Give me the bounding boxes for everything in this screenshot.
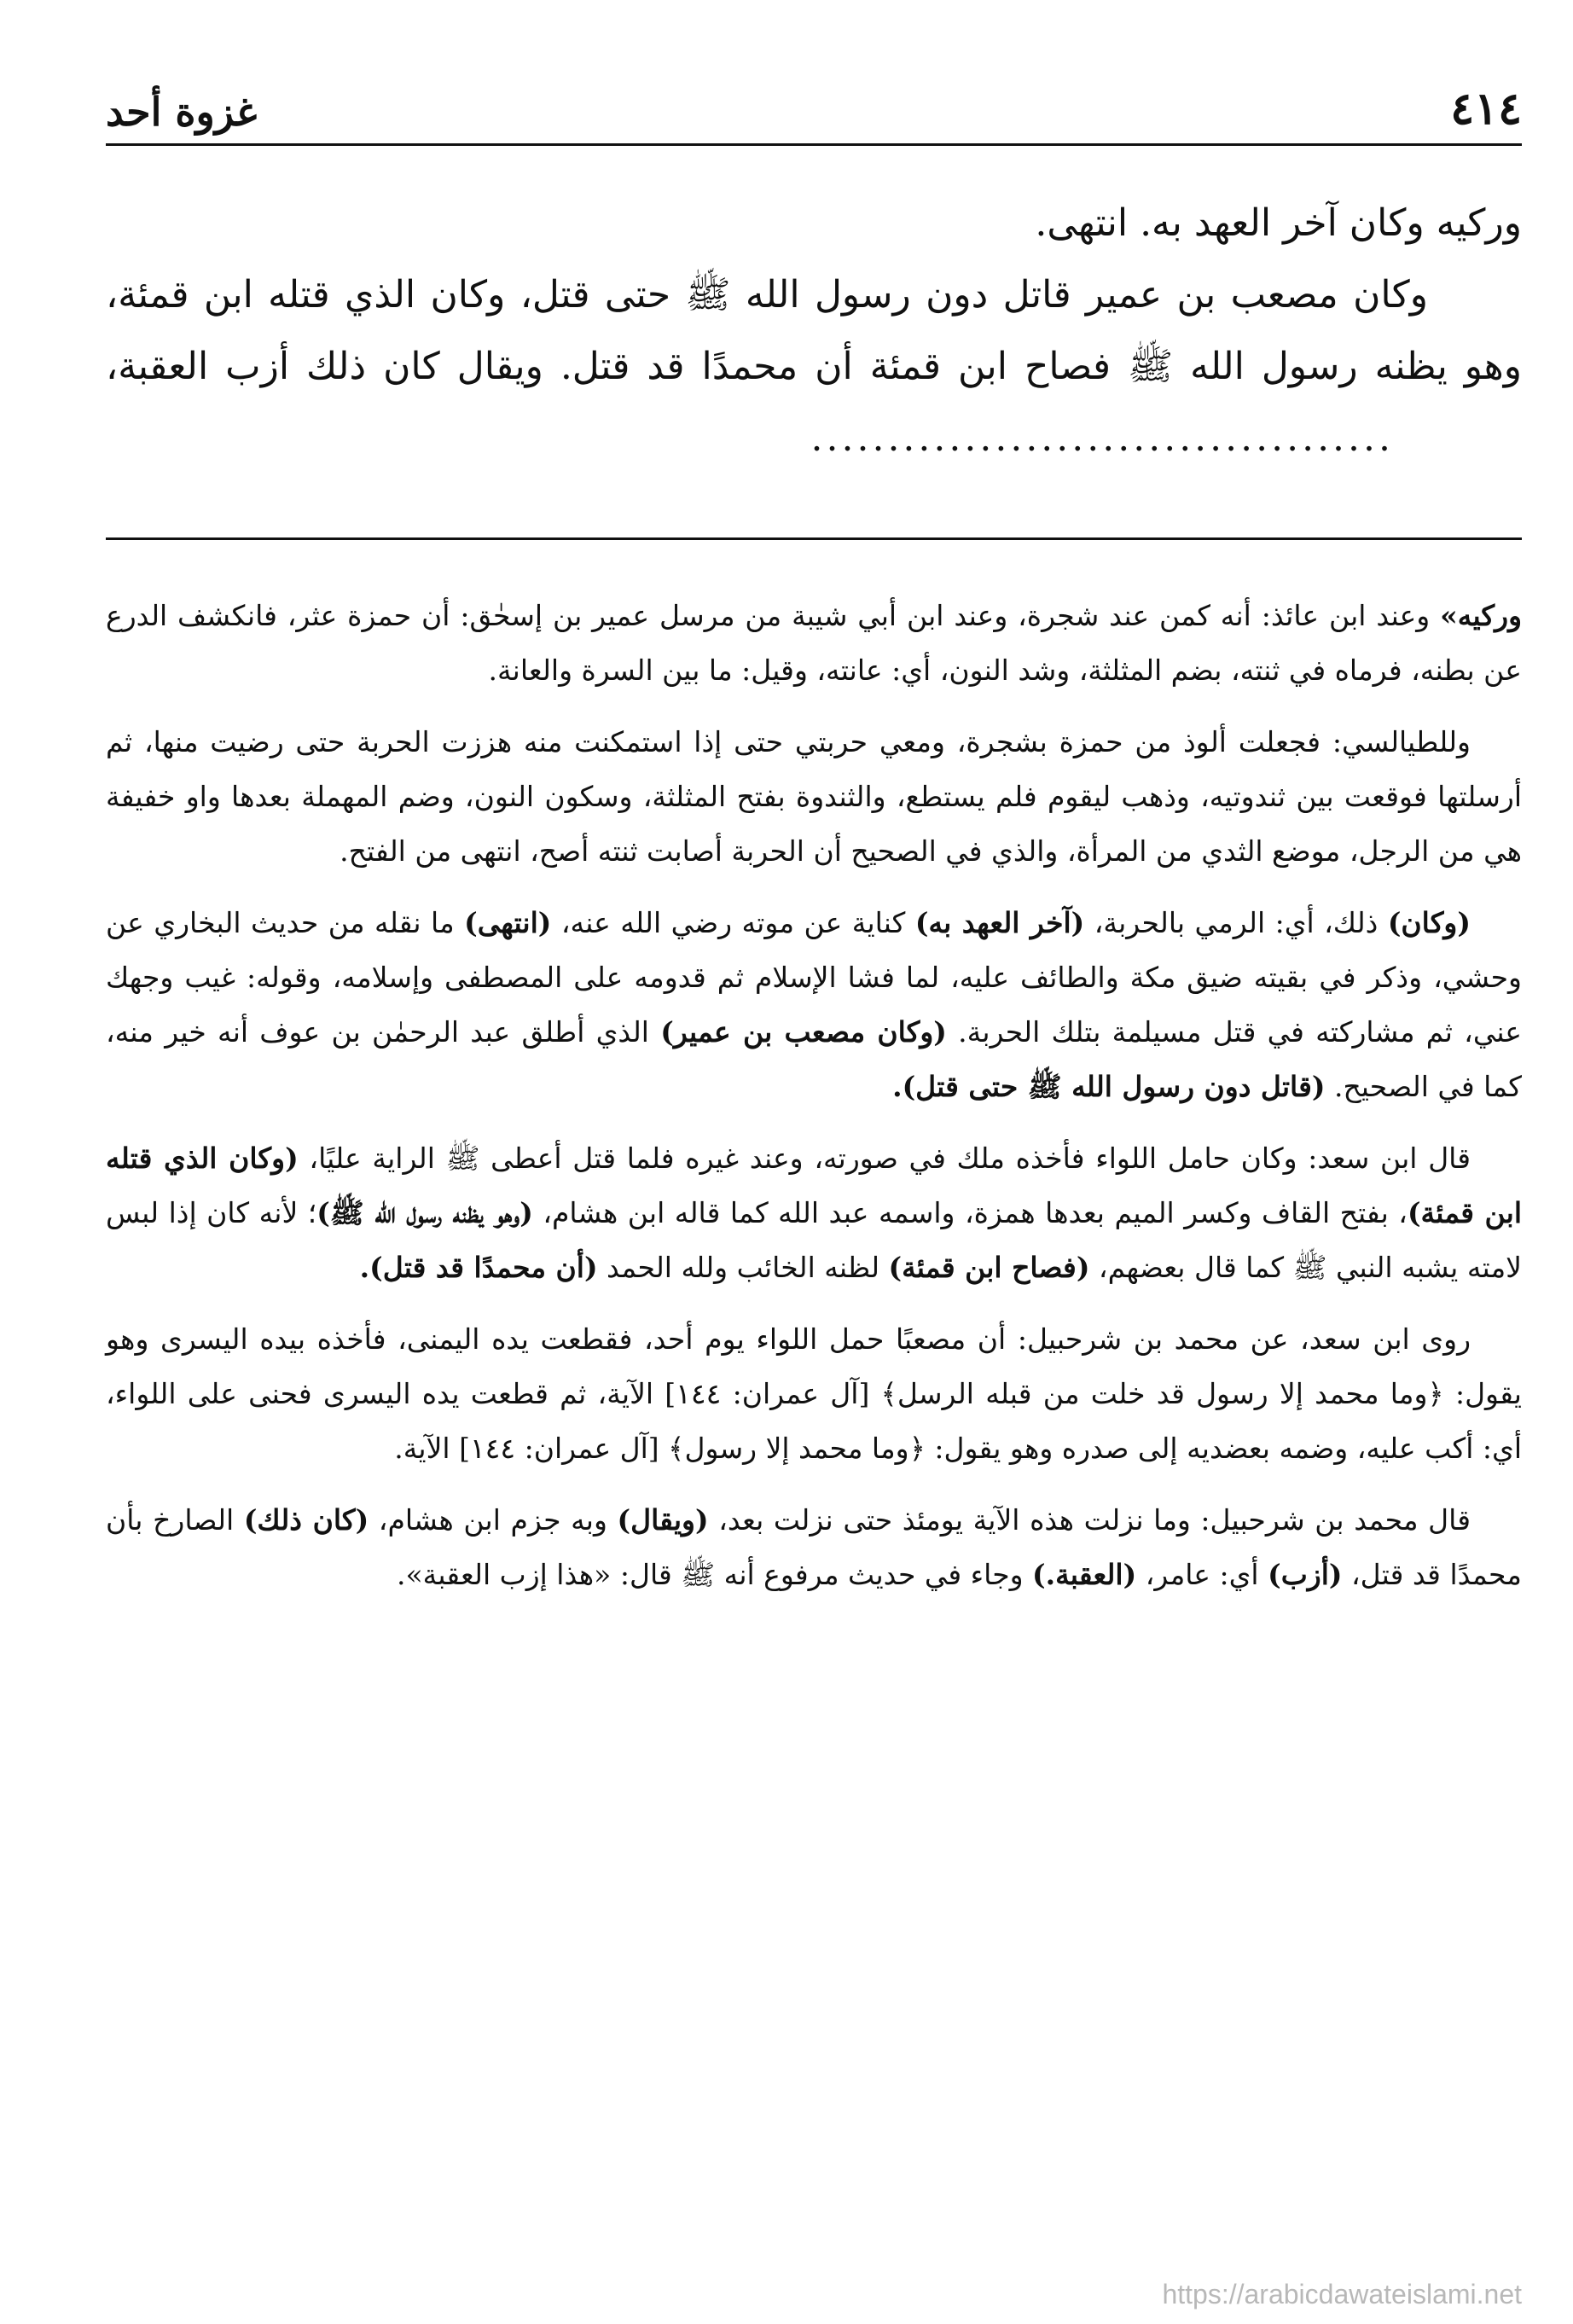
commentary-paragraph-2: وللطيالسي: فجعلت ألوذ من حمزة بشجرة، ومعي حربتي حتى إذا استمكنت منه هززت الحربة حتى رضيت منها، ثم أرسلتها فوقعت بين ثندوتيه، وذهب ليقوم فلم يستطع، والثندوة بفتح المثلثة، وسكون النون، وضم المهملة بعدها واو خفيفة هي من الرجل، موضع الثدي من المرأة، والذي في الصحيح أن الحربة أصابت ثنته أصح، انتهى من الفتح. — [106, 725, 1522, 868]
commentary-paragraph-3 — [106, 896, 1522, 1114]
commentary-paragraph-4 — [106, 1131, 1522, 1295]
commentary-paragraph-5: روى ابن سعد، عن محمد بن شرحبيل: أن مصعبًا حمل اللواء يوم أحد، فقطعت يده اليمنى، فأخذه بيده اليسرى وهو يقول: ﴿وما محمد إلا رسول قد خلت من قبله الرسل﴾ [آل عمران: ١٤٤] الآية، ثم قطعت يده اليسرى فحنى على اللواء، أي: أكب عليه، وضمه بعضديه إلى صدره وهو يقول: ﴿وما محمد إلا رسول﴾ [آل عمران: ١٤٤] الآية. — [106, 1322, 1522, 1465]
commentary-keyword: (العقبة.) — [1032, 1558, 1137, 1591]
commentary-text: الذي أطلق عبد الرحمٰن بن عوف أنه خير منه، كما في الصحيح. — [106, 1015, 1522, 1103]
source-watermark: https://arabicdawateislami.net — [1162, 2279, 1522, 2309]
commentary-keyword: (كان ذلك) — [243, 1503, 369, 1537]
commentary-keyword: (ويقال) — [617, 1503, 709, 1537]
running-title: غزوة أحد — [106, 89, 258, 135]
commentary-text: كناية عن موته رضي الله عنه، — [551, 906, 915, 939]
commentary-keyword: (انتهى) — [464, 906, 552, 939]
commentary-text: قال محمد بن شرحبيل: وما نزلت هذه الآية يومئذ حتى نزلت بعد، — [708, 1503, 1471, 1537]
commentary-keyword: (وكان) — [1387, 906, 1471, 939]
commentary — [106, 589, 1522, 1619]
commentary-text: وعند ابن عائذ: أنه كمن عند شجرة، وعند ابن أبي شيبة من مرسل عمير بن إسحٰق: أن حمزة عثر، فانكشف الدرع عن بطنه، فرماه في ثنته، بضم المثلثة، وشد النون، أي: عانته، وقيل: ما بين السرة والعانة. — [106, 599, 1522, 687]
commentary-paragraph-6 — [106, 1493, 1522, 1602]
commentary-keyword: وركيه» — [1440, 599, 1522, 632]
commentary-keyword: (أن محمدًا قد قتل). — [359, 1251, 598, 1284]
commentary-text: ؛ لأنه كان إذا لبس لامته يشبه النبي ﷺ كما قال بعضهم، — [106, 1196, 1522, 1284]
commentary-paragraph-1 — [106, 589, 1522, 698]
page-header — [106, 67, 1522, 135]
commentary-text: لظنه الخائب ولله الحمد — [597, 1251, 889, 1284]
commentary-keyword: (أزب) — [1268, 1558, 1343, 1591]
commentary-keyword: (قاتل دون رسول الله ﷺ حتى قتل). — [892, 1070, 1326, 1103]
commentary-keyword: (فصاح ابن قمئة) — [888, 1251, 1090, 1284]
main-paragraph-1: وركيه وكان آخر العهد به. انتهى. — [1035, 201, 1522, 245]
commentary-keyword: (وكان الذي قتله ابن قمئة) — [106, 1142, 1523, 1229]
commentary-text: وجاء في حديث مرفوع أنه ﷺ قال: «هذا إزب العقبة». — [396, 1558, 1033, 1591]
footnote-rule — [106, 537, 1522, 540]
commentary-text: ، بفتح القاف وكسر الميم بعدها همزة، واسمه عبد الله كما قاله ابن هشام، — [532, 1196, 1408, 1229]
commentary-text: ذلك، أي: الرمي بالحربة، — [1084, 906, 1388, 939]
commentary-keyword: (آخر العهد به) — [914, 906, 1085, 939]
commentary-text: الصارخ بأن محمدًا قد قتل، — [106, 1503, 1522, 1591]
commentary-text: قال ابن سعد: وكان حامل اللواء فأخذه ملك في صورته، وعند غيره فلما قتل أعطى ﷺ الراية عليًا، — [298, 1142, 1471, 1175]
page-number: ٤١٤ — [1450, 83, 1522, 135]
main-paragraph-2-text: وكان مصعب بن عمير قاتل دون رسول الله ﷺ حتى قتل، وكان الذي قتله ابن قمئة، وهو يظنه رسول الله ﷺ فصاح ابن قمئة أن محمدًا قد قتل. ويقال كان ذلك أزب العقبة، — [106, 273, 1522, 388]
header-rule — [106, 143, 1522, 146]
commentary-keyword: (وهو يظنه رسول الله ﷺ) — [316, 1196, 533, 1229]
commentary-text: وبه جزم ابن هشام، — [369, 1503, 618, 1537]
continuation-dots: ...................................... — [810, 416, 1394, 460]
commentary-keyword: (وكان مصعب بن عمير) — [660, 1015, 947, 1049]
main-text — [106, 188, 1522, 474]
main-paragraph-2 — [106, 259, 1522, 474]
commentary-text: ما نقله من حديث البخاري عن وحشي، وذكر في بقيته ضيق مكة والطائف عليه، لما فشا الإسلام ثم قدومه على المصطفى وإسلامه، وقوله: غيب وجهك عني، ثم مشاركته في قتل مسيلمة بتلك الحربة. — [106, 906, 1522, 1049]
commentary-text: أي: عامر، — [1136, 1558, 1268, 1591]
